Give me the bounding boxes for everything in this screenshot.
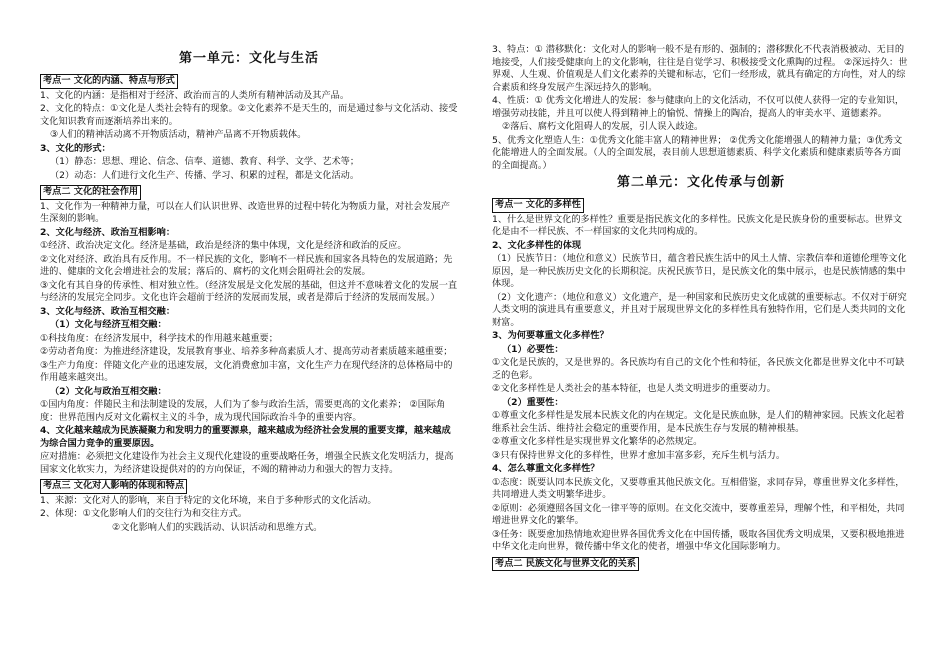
section-heading: 考点一 文化的多样性 bbox=[492, 198, 584, 213]
paragraph: ①态度：既要认同本民族文化，又要尊重其他民族文化。互相借鉴，求同存异，尊重世界文化多样性，共同增进人类文明繁华进步。 bbox=[492, 476, 905, 500]
left-column bbox=[40, 48, 458, 663]
paragraph: ②文化对经济、政治具有反作用。不一样民族的文化，影响不一样民族和国家各具特色的发展道路；先进的、健康的文化会增进社会的发展；落后的、腐朽的文化则会阻碍社会的发展。 bbox=[40, 253, 453, 277]
paragraph: ②原则：必须遵照各国文化一律平等的原则。在文化交流中，要尊重差异，理解个性，和平相处，共同增进世界文化的繁华。 bbox=[492, 502, 905, 526]
paragraph: 5、优秀文化塑造人生：①优秀文化能丰富人的精神世界； ②优秀文化能增强人的精神力量；③优秀文化能增进人的全面发展。（人的全面发展，表目前人思想道德素质、科学文化素质和健康素质等各方面的全面提高。） bbox=[492, 134, 903, 171]
paragraph: ②落后、腐朽文化阻碍人的发展，引人误入歧途。 bbox=[502, 121, 704, 132]
paragraph: ③只有保持世界文化的多样性，世界才愈加丰富多彩，充斥生机与活力。 bbox=[492, 449, 786, 461]
paragraph: ③任务：既要愈加热情地欢迎世界各国优秀文化在中国传播，吸取各国优秀文明成果，又要积极地推进中华文化走向世界，微传播中华文化的使者，增强中华文化国际影响力。 bbox=[492, 528, 905, 552]
unit1-title: 第一单元：文化与生活 bbox=[178, 51, 319, 66]
paragraph: ①尊重文化多样性是发展本民族文化的内在规定。文化是民族血脉，是人们的精神家园。民族文化起着维系社会生活、维持社会稳定的重要作用，是本民族生存与发展的精神根基。 bbox=[492, 410, 905, 434]
right-column bbox=[492, 44, 910, 663]
paragraph: 3、为何要尊重文化多样性？ bbox=[492, 330, 609, 341]
paragraph: ①经济、政治决定文化。经济是基础，政治是经济的集中体现，文化是经济和政治的反应。 bbox=[40, 240, 407, 251]
paragraph: 3、文化与经济、政治互相交融： bbox=[40, 305, 176, 317]
paragraph: （2）重要性： bbox=[502, 396, 564, 408]
paragraph: ③生产力角度：伴随文化产业的迅速发展，文化消费愈加丰富，文化生产力在现代经济的总体格局中的作用越来越突出。 bbox=[40, 359, 453, 383]
paragraph: （1）民族节日：（地位和意义）民族节日，蕴含着民族生活中的风土人情、宗教信奉和道德伦理等文化原因，是一种民族历史文化的长期积淀。庆祝民族节日，是民族文化的集中展示，也是民族情感的集中体现。 bbox=[492, 253, 907, 289]
paragraph: ②文化多样性是人类社会的基本特征，也是人类文明进步的重要动力。 bbox=[492, 383, 776, 394]
paragraph: 2、文化与经济、政治互相影响： bbox=[40, 226, 176, 238]
paragraph: ①国内角度：伴随民主和法制建设的发展，人们为了参与政治生活，需要更高的文化素养； ②国际角度：世界范围内反对文化霸权主义的斗争，成为现代国际政治斗争的重要内容。 bbox=[40, 399, 446, 423]
paragraph: ①科技角度：在经济发展中，科学技术的作用越来越重要； bbox=[40, 332, 278, 344]
paragraph: 1、文化的内涵：是指相对于经济、政治而言的人类所有精神活动及其产品。 bbox=[40, 89, 350, 101]
paragraph: ①文化是民族的，又是世界的。各民族均有自己的文化个性和特征，各民族文化都是世界文化中不可缺乏的色彩。 bbox=[492, 357, 905, 381]
paragraph: 4、性质：① 优秀文化增进人的发展：参与健康向上的文化活动，不仅可以使人获得一定的专业知识，增强劳动技能，并且可以使人得到精神上的愉悦、情操上的陶冶，提高人的审美水平、道德素养。 bbox=[492, 95, 905, 119]
paragraph: （1）必要性： bbox=[502, 343, 564, 355]
paragraph: 4、文化越来越成为民族凝聚力和发明力的重要源泉，越来越成为经济社会发展的重要支撑，越来越成为综合国力竞争的重要原因。 bbox=[40, 425, 451, 449]
paragraph: 1、来源：文化对人的影响，来自于特定的文化环境，来自于多种形式的文化活动。 bbox=[40, 494, 377, 506]
paragraph: 4、怎么尊重文化多样性？ bbox=[492, 463, 600, 474]
paragraph: 应对措施：必须把文化建设作为社会主义现代化建设的重要战略任务，增强全民族文化发明活力，提高国家文化软实力，为经济建设提供对的的方向保证，不竭的精神动力和强大的智力支持。 bbox=[40, 451, 454, 475]
paragraph: ②劳动者角度：为推进经济建设，发展教育事业、培养多种高素质人才、提高劳动者素质越来越重要； bbox=[40, 346, 453, 357]
section-heading: 考点二 民族文化与世界文化的关系 bbox=[492, 557, 639, 572]
section-heading: 考点一 文化的内涵、特点与形式 bbox=[40, 74, 178, 89]
paragraph: 1、文化作为一种精神力量，可以在人们认识世界、改造世界的过程中转化为物质力量，对社会发展产生深刻的影响。 bbox=[40, 200, 451, 224]
paragraph: （2）动态：人们进行文化生产、传播、学习、积累的过程，都是文化活动。 bbox=[50, 169, 360, 181]
paragraph: ③文化有其自身的传承性、相对独立性。（经济发展是文化发展的基础，但这并不意味着文化的发展一直与经济的发展完全同步。文化也许会超前于经济的发展而发展，或者是滞后于经济的发展而发展。） bbox=[40, 279, 458, 303]
paragraph: 3、文化的形式： bbox=[40, 142, 111, 154]
paragraph: ②文化影响人们的实践活动、认识活动和思维方式。 bbox=[112, 521, 323, 533]
section-heading: 考点三 文化对人影响的体现和特点 bbox=[40, 479, 187, 494]
section-heading: 考点二 文化的社会作用 bbox=[40, 185, 141, 200]
paragraph: 1、什么是世界文化的多样性？重要是指民族文化的多样性。民族文化是民族身份的重要标志。世界文化是由不一样民族、不一样国家的文化共同构成的。 bbox=[492, 213, 903, 237]
paragraph: （2）文化遗产：（地位和意义）文化遗产，是一种国家和民族历史文化成就的重要标志。不仅对于研究人类文明的演进具有重要意义，并且对于展现世界文化的多样性具有独特作用，它们是人类共同的文化财富。 bbox=[492, 291, 907, 328]
paragraph: 2、文化的特点：①文化是人类社会特有的现象。②文化素养不是天生的，而是通过参与文化活动、接受文化知识教育而逐渐培养出来的。 bbox=[40, 103, 458, 127]
paragraph: ②尊重文化多样性是实现世界文化繁华的必然规定。 bbox=[492, 436, 703, 447]
paragraph: （1）静态：思想、理论、信念、信奉、道德、教育、科学、文学、艺术等； bbox=[50, 156, 360, 167]
paragraph: （2）文化与政治互相交融： bbox=[50, 385, 167, 397]
paragraph: 2、体现：①文化影响人们的交往行为和交往方式。 bbox=[40, 508, 248, 519]
paragraph: 2、文化多样性的体现 bbox=[492, 239, 582, 251]
paragraph: 3、特点：① 潜移默化：文化对人的影响一般不是有形的、强制的；潜移默化不代表消极被动、无目的地接受，人们接受健康向上的文化影响，往往是自觉学习、积极接受文化熏陶的过程。 ②深远持久：世界观、人生观、价值观是人们文化素养的关键和标志，它们一经形成，就具有确定的方向性，对人的综合素质和终身发展产生深远持久的影响。 bbox=[492, 44, 908, 93]
paragraph: ③人们的精神活动离不开物质活动，精神产品离不开物质载体。 bbox=[50, 129, 307, 140]
paragraph: （1）文化与经济互相交融： bbox=[50, 319, 167, 330]
unit2-title: 第二单元：文化传承与创新 bbox=[616, 175, 785, 190]
